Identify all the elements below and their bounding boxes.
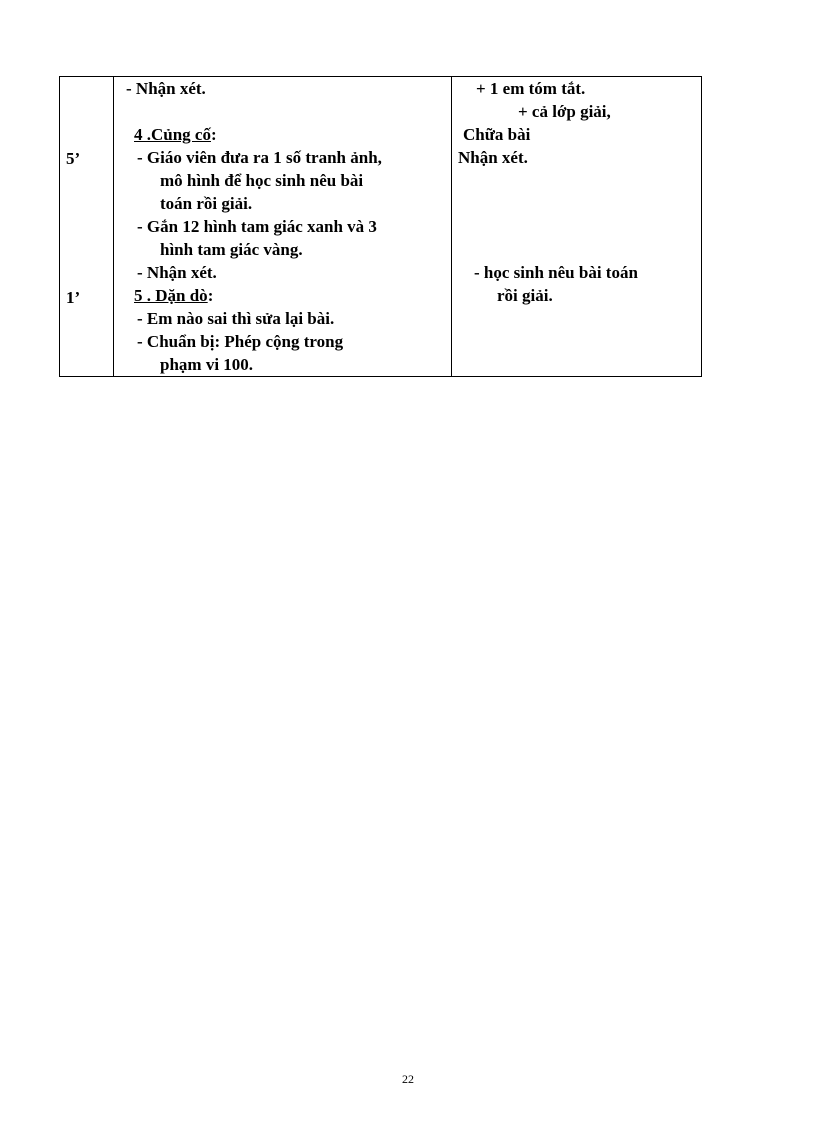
student-text: Nhận xét. bbox=[458, 148, 528, 167]
teacher-text: - Em nào sai thì sửa lại bài. bbox=[137, 309, 335, 328]
student-text: + cả lớp giải, bbox=[518, 102, 611, 121]
teacher-text: - Chuẩn bị: Phép cộng trong bbox=[137, 332, 344, 351]
teacher-text: - Nhận xét. bbox=[137, 263, 217, 282]
teacher-text: mô hình để học sinh nêu bài bbox=[160, 171, 364, 190]
column-divider bbox=[451, 77, 452, 376]
teacher-text: - Nhận xét. bbox=[126, 79, 206, 98]
time-cell-1min: 1’ bbox=[66, 288, 81, 307]
teacher-text: toán rồi giải. bbox=[160, 194, 253, 213]
student-text: + 1 em tóm tắt. bbox=[476, 79, 586, 98]
section-heading-5 bbox=[134, 285, 213, 307]
student-text: rồi giải. bbox=[497, 286, 553, 305]
section-heading-4 bbox=[134, 124, 217, 146]
section-heading-4-text: 4 .Củng cố bbox=[134, 125, 211, 144]
teacher-text: phạm vi 100. bbox=[160, 355, 254, 374]
time-cell-5min: 5’ bbox=[66, 149, 81, 168]
lesson-plan-table bbox=[59, 76, 702, 377]
teacher-text: hình tam giác vàng. bbox=[160, 240, 303, 259]
teacher-text: - Giáo viên đưa ra 1 số tranh ảnh, bbox=[137, 148, 382, 167]
student-text: - học sinh nêu bài toán bbox=[474, 263, 638, 282]
student-text: Chữa bài bbox=[463, 125, 531, 144]
section-heading-4-colon: : bbox=[210, 125, 217, 144]
column-divider bbox=[113, 77, 114, 376]
page-number: 22 bbox=[402, 1072, 414, 1086]
section-heading-5-text: 5 . Dặn dò bbox=[134, 286, 208, 305]
section-heading-5-colon: : bbox=[207, 286, 214, 305]
teacher-text: - Gắn 12 hình tam giác xanh và 3 bbox=[137, 217, 377, 236]
